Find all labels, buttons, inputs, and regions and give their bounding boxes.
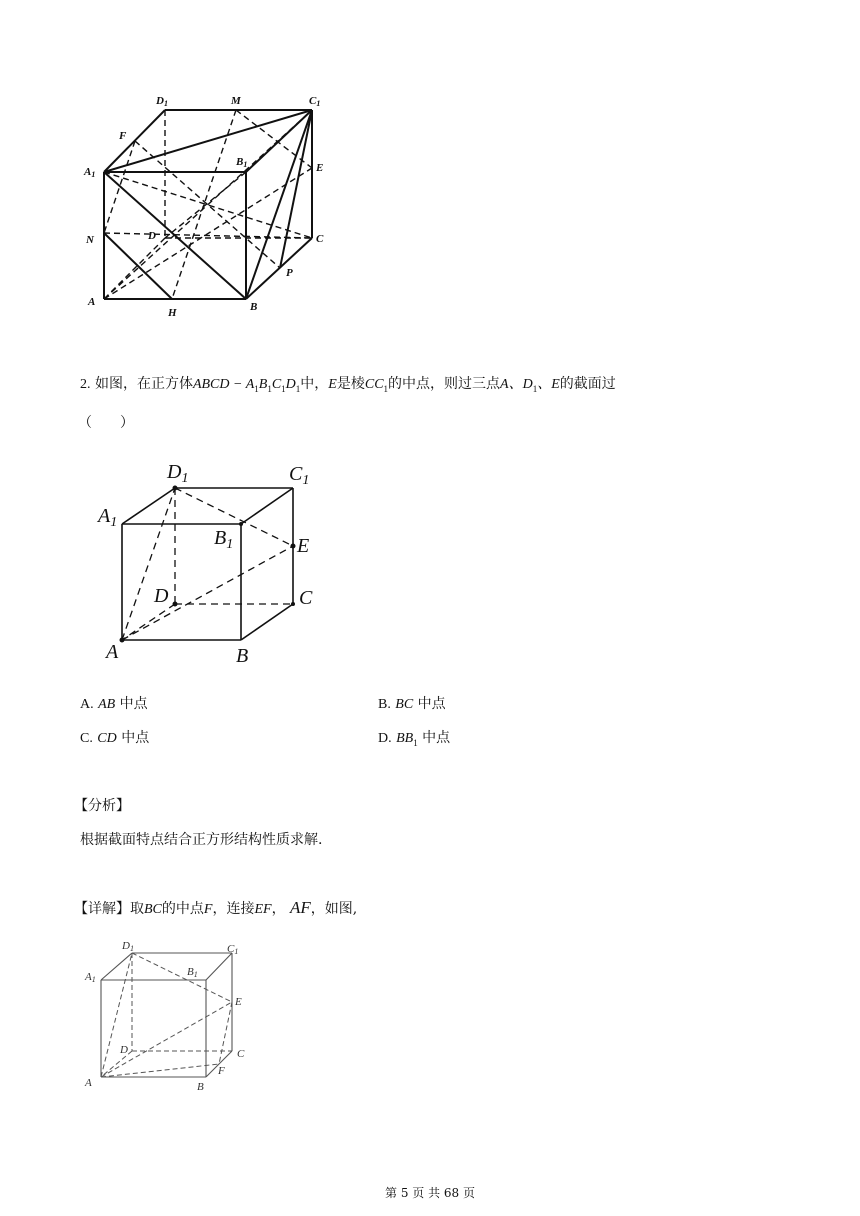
label-m: M: [231, 95, 241, 107]
label-d: D: [154, 585, 169, 607]
label-a: A: [106, 641, 119, 663]
page-footer: 第 5 页 共 68 页: [385, 1186, 475, 1200]
option-a[interactable]: A. AB 中点: [80, 696, 148, 712]
label-c: C: [316, 233, 324, 245]
label-b: B: [236, 645, 249, 667]
analysis-heading: 【分析】: [74, 798, 130, 814]
cube-figure-2: [90, 458, 330, 668]
label-p: P: [286, 267, 293, 279]
label-f: F: [218, 1065, 225, 1077]
label-a1: A1: [84, 166, 96, 179]
question-stem: 2. 如图，在正方体ABCD − $A_1B_1C_1D_1$中，E是棱$CC_1$的中点，则过三点A、$D_1$、E的截面过: [80, 376, 616, 394]
option-d[interactable]: D. $BB_1$ 中点: [378, 730, 451, 748]
label-h: H: [168, 307, 177, 319]
label-e: E: [297, 535, 310, 557]
label-d: D: [148, 230, 156, 242]
label-b: B: [197, 1081, 204, 1093]
option-c[interactable]: C. CD 中点: [80, 730, 150, 746]
label-d1: D1: [156, 95, 168, 108]
label-b: B: [250, 301, 258, 313]
answer-bracket: （ ）: [78, 415, 134, 431]
label-c: C: [299, 587, 313, 609]
label-f: F: [119, 130, 127, 142]
label-c: C: [237, 1048, 245, 1060]
label-d1: D1: [122, 940, 134, 953]
label-a1: $A_1$: [98, 505, 118, 530]
detail-line: 【详解】取BC的中点F，连接EF， AF，如图,: [74, 898, 358, 917]
label-a: A: [88, 296, 96, 308]
cube-figure-1: [80, 88, 340, 328]
label-a: A: [85, 1077, 92, 1089]
label-n: N: [86, 234, 94, 246]
label-c1: C1: [309, 95, 321, 108]
cube-figure-3: [80, 936, 260, 1096]
analysis-text: 根据截面特点结合正方形结构性质求解.: [80, 832, 323, 848]
label-e: E: [316, 162, 324, 174]
label-d1: $D_1$: [167, 461, 189, 486]
label-a1: A1: [85, 971, 96, 984]
label-b1: $B_1$: [214, 527, 234, 552]
label-e: E: [235, 996, 242, 1008]
label-d: D: [120, 1044, 128, 1056]
label-b1: B1: [236, 156, 248, 169]
label-b1: B1: [187, 966, 198, 979]
label-c1: $C_1$: [289, 463, 310, 488]
label-c1: C1: [227, 943, 239, 956]
option-b[interactable]: B. BC 中点: [378, 696, 446, 712]
